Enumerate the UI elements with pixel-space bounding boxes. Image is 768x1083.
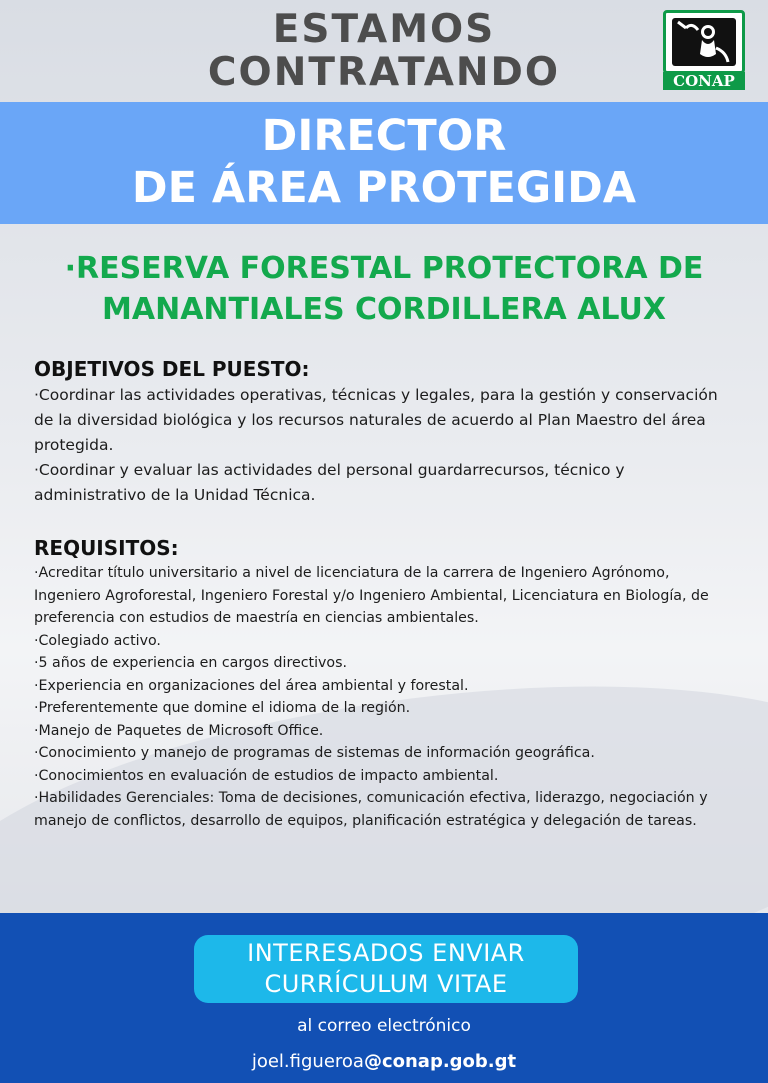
requirement-item: ·Preferentemente que domine el idioma de la región. <box>34 700 411 716</box>
hiring-heading <box>0 8 768 94</box>
conap-logo <box>663 10 745 90</box>
requirement-item: ·5 años de experiencia en cargos directivos. <box>34 655 347 671</box>
requirement-item: ·Colegiado activo. <box>34 632 161 649</box>
objectives-section <box>34 355 734 508</box>
job-description <box>34 355 734 832</box>
hiring-line-2: CONTRATANDO <box>207 50 561 95</box>
requirement-item: ·Habilidades Gerenciales: Toma de decisiones, comunicación efectiva, liderazgo, negociación y manejo de conflictos, desarrollo de equipos, planificación estratégica y delegación de tareas. <box>34 790 708 829</box>
logo-emblem <box>663 10 745 74</box>
hiring-line-1: ESTAMOS <box>272 7 496 52</box>
location-line-2: MANANTIALES CORDILLERA ALUX <box>102 292 666 327</box>
requirements-title: REQUISITOS: <box>34 536 179 560</box>
job-title-banner <box>0 102 768 224</box>
logo-label: CONAP <box>663 72 745 90</box>
cta-line-1: INTERESADOS ENVIAR <box>247 939 525 967</box>
objectives-title: OBJETIVOS DEL PUESTO: <box>34 357 310 381</box>
location-line-1: ·RESERVA FORESTAL PROTECTORA DE <box>64 251 704 286</box>
location-title <box>0 248 768 330</box>
job-title-line-2: DE ÁREA PROTEGIDA <box>131 163 637 213</box>
email-user: joel.figueroa <box>251 1051 364 1072</box>
cta-line-2: CURRÍCULUM VITAE <box>264 970 508 998</box>
email-domain: @conap.gob.gt <box>363 1051 517 1072</box>
via-email-text: al correo electrónico <box>297 1016 471 1036</box>
objective-item: ·Coordinar las actividades operativas, técnicas y legales, para la gestión y conservación de la diversidad biológica y los recursos naturales de acuerdo al Plan Maestro del área protegida. <box>34 386 718 454</box>
requirements-section <box>34 534 734 832</box>
contact-email[interactable] <box>0 1050 768 1074</box>
cta-pill <box>194 935 578 1003</box>
requirement-item: ·Conocimiento y manejo de programas de sistemas de información geográfica. <box>34 745 595 761</box>
requirement-item: ·Conocimientos en evaluación de estudios de impacto ambiental. <box>34 767 499 784</box>
requirement-item: ·Manejo de Paquetes de Microsoft Office. <box>34 722 324 739</box>
objective-item: ·Coordinar y evaluar las actividades del personal guardarrecursos, técnico y administrativo de la Unidad Técnica. <box>34 461 625 504</box>
monkey-icon <box>672 18 736 66</box>
job-title-line-1: DIRECTOR <box>261 111 507 161</box>
requirement-item: ·Experiencia en organizaciones del área ambiental y forestal. <box>34 677 469 694</box>
requirement-item: ·Acreditar título universitario a nivel de licenciatura de la carrera de Ingeniero Agrónomo, Ingeniero Agroforestal, Ingeniero Forestal y/o Ingeniero Ambiental, Licenciatura en Biología, de preferencia con estudios de maestría en ciencias ambientales. <box>34 565 709 626</box>
